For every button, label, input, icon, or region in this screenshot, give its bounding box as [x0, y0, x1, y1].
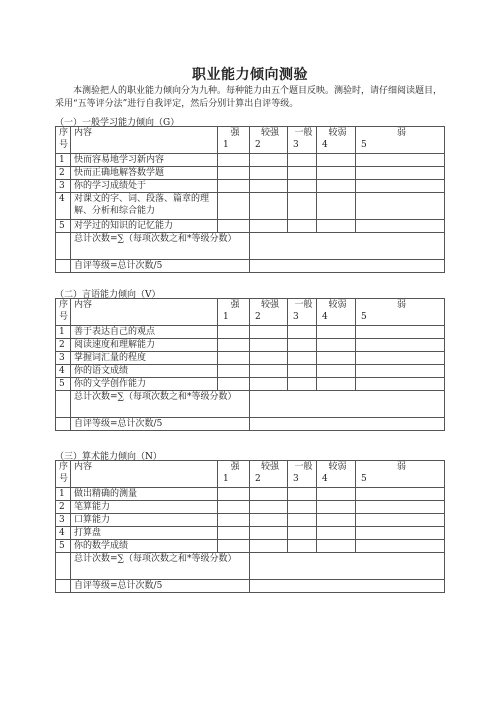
rating-formula: 自评等级=总计次数/5 — [71, 260, 250, 273]
total-row — [56, 233, 445, 260]
rating-cell[interactable] — [356, 527, 445, 540]
level-header-average: 一般 3 — [288, 127, 317, 154]
rating-cell[interactable] — [288, 167, 317, 180]
level-header-strong: 强 1 — [218, 461, 250, 488]
content-header: 内容 — [71, 299, 218, 326]
rating-cell[interactable] — [218, 154, 250, 167]
rating-row — [56, 580, 445, 593]
seq-header: 序号 — [56, 299, 71, 326]
section-heading-n: （三）算术能力倾向（N） — [55, 452, 162, 462]
level-header-weak: 弱 5 — [356, 461, 445, 488]
item-text: 你的数学成绩 — [71, 540, 218, 553]
rating-cell[interactable] — [317, 365, 356, 378]
section-heading-v: （二）言语能力倾向（V） — [55, 290, 161, 300]
rating-cell[interactable] — [317, 514, 356, 527]
item-text: 快而容易地学习新内容 — [71, 154, 218, 167]
rating-cell[interactable] — [317, 326, 356, 339]
section-table-v — [55, 298, 445, 431]
item-text: 你的学习成绩处于 — [71, 180, 218, 193]
total-row — [56, 553, 445, 580]
rating-cell[interactable] — [218, 352, 250, 365]
item-number: 1 — [56, 488, 71, 501]
rating-cell[interactable] — [250, 488, 288, 501]
total-value-cell[interactable] — [250, 233, 445, 260]
item-number: 5 — [56, 220, 71, 233]
level-header-fairly-weak: 较弱 4 — [317, 127, 356, 154]
table-row — [56, 527, 445, 540]
rating-cell[interactable] — [317, 167, 356, 180]
rating-cell[interactable] — [250, 540, 288, 553]
rating-cell[interactable] — [317, 352, 356, 365]
rating-cell[interactable] — [218, 378, 250, 391]
total-formula: 总计次数=∑（每项次数之和*等级分数） — [71, 391, 250, 418]
item-text: 做出精确的测量 — [71, 488, 218, 501]
rating-cell[interactable] — [356, 167, 445, 180]
item-text: 对学过的知识的记忆能力 — [71, 220, 218, 233]
item-number: 4 — [56, 193, 71, 220]
rating-cell[interactable] — [250, 514, 288, 527]
rating-cell[interactable] — [288, 365, 317, 378]
item-text: 快而正确地解答数学题 — [71, 167, 218, 180]
table-row — [56, 514, 445, 527]
rating-cell[interactable] — [218, 339, 250, 352]
item-text: 对课文的字、词、段落、篇章的理解、分析和综合能力 — [71, 193, 218, 220]
rating-cell[interactable] — [288, 501, 317, 514]
item-text: 口算能力 — [71, 514, 218, 527]
rating-cell[interactable] — [218, 193, 250, 220]
rating-cell[interactable] — [356, 365, 445, 378]
rating-cell[interactable] — [218, 540, 250, 553]
rating-cell[interactable] — [356, 488, 445, 501]
rating-formula: 自评等级=总计次数/5 — [71, 418, 250, 431]
rating-cell[interactable] — [288, 326, 317, 339]
rating-cell[interactable] — [356, 193, 445, 220]
table-row — [56, 540, 445, 553]
rating-cell[interactable] — [288, 378, 317, 391]
total-value-cell[interactable] — [250, 553, 445, 580]
rating-cell[interactable] — [317, 339, 356, 352]
item-number: 2 — [56, 501, 71, 514]
content-header: 内容 — [71, 127, 218, 154]
rating-cell[interactable] — [250, 193, 288, 220]
rating-value-cell[interactable] — [250, 580, 445, 593]
total-value-cell[interactable] — [250, 391, 445, 418]
rating-cell[interactable] — [218, 180, 250, 193]
table-row — [56, 352, 445, 365]
rating-cell[interactable] — [288, 193, 317, 220]
table-row — [56, 501, 445, 514]
rating-cell[interactable] — [288, 339, 317, 352]
page-title: 职业能力倾向测验 — [192, 67, 308, 83]
level-header-strong: 强 1 — [218, 127, 250, 154]
level-header-strong: 强 1 — [218, 299, 250, 326]
table-row — [56, 326, 445, 339]
seq-header: 序号 — [56, 127, 71, 154]
item-number: 4 — [56, 527, 71, 540]
rating-cell[interactable] — [288, 527, 317, 540]
rating-cell[interactable] — [218, 501, 250, 514]
rating-cell[interactable] — [317, 220, 356, 233]
level-header-fairly-weak: 较弱 4 — [317, 299, 356, 326]
table-row — [56, 365, 445, 378]
level-header-weak: 弱 5 — [356, 127, 445, 154]
rating-cell[interactable] — [250, 154, 288, 167]
rating-cell[interactable] — [218, 527, 250, 540]
seq-header: 序号 — [56, 461, 71, 488]
rating-cell[interactable] — [250, 378, 288, 391]
rating-cell[interactable] — [317, 193, 356, 220]
rating-cell[interactable] — [356, 154, 445, 167]
rating-value-cell[interactable] — [250, 260, 445, 273]
rating-cell[interactable] — [250, 365, 288, 378]
table-row — [56, 193, 445, 220]
total-row — [56, 391, 445, 418]
rating-cell[interactable] — [288, 488, 317, 501]
table-header-row — [56, 299, 445, 326]
rating-cell[interactable] — [288, 154, 317, 167]
item-number: 1 — [56, 154, 71, 167]
rating-cell[interactable] — [250, 180, 288, 193]
table-row — [56, 220, 445, 233]
table-row — [56, 154, 445, 167]
item-text: 阅读速度和理解能力 — [71, 339, 218, 352]
item-text: 你的语文成绩 — [71, 365, 218, 378]
item-text: 善于表达自己的观点 — [71, 326, 218, 339]
rating-cell[interactable] — [218, 220, 250, 233]
item-number: 4 — [56, 365, 71, 378]
rating-cell[interactable] — [317, 527, 356, 540]
intro-paragraph: 本测验把人的职业能力倾向分为九种。每种能力由五个题目反映。测验时，请仔细阅读题目，采用“五等评分法”进行自我评定，然后分别计算出自评等级。 — [55, 86, 443, 109]
rating-cell[interactable] — [317, 378, 356, 391]
rating-cell[interactable] — [288, 180, 317, 193]
item-text: 打算盘 — [71, 527, 218, 540]
rating-cell[interactable] — [356, 501, 445, 514]
level-header-fairly-strong: 较强 2 — [250, 461, 288, 488]
item-number: 2 — [56, 339, 71, 352]
rating-formula: 自评等级=总计次数/5 — [71, 580, 250, 593]
item-text: 你的文学创作能力 — [71, 378, 218, 391]
rating-cell[interactable] — [288, 514, 317, 527]
table-header-row — [56, 461, 445, 488]
item-number: 1 — [56, 326, 71, 339]
item-text: 笔算能力 — [71, 501, 218, 514]
rating-cell[interactable] — [218, 488, 250, 501]
rating-cell[interactable] — [218, 365, 250, 378]
level-header-fairly-strong: 较强 2 — [250, 127, 288, 154]
item-number: 3 — [56, 352, 71, 365]
rating-cell[interactable] — [250, 326, 288, 339]
rating-cell[interactable] — [218, 326, 250, 339]
total-formula: 总计次数=∑（每项次数之和*等级分数） — [71, 233, 250, 260]
rating-cell[interactable] — [317, 540, 356, 553]
rating-cell[interactable] — [317, 180, 356, 193]
rating-cell[interactable] — [317, 488, 356, 501]
item-number: 2 — [56, 167, 71, 180]
rating-cell[interactable] — [288, 220, 317, 233]
section-table-n — [55, 460, 445, 593]
rating-cell[interactable] — [250, 501, 288, 514]
level-header-weak: 弱 5 — [356, 299, 445, 326]
rating-row — [56, 418, 445, 431]
rating-cell[interactable] — [356, 326, 445, 339]
rating-cell[interactable] — [356, 220, 445, 233]
rating-cell[interactable] — [250, 220, 288, 233]
table-header-row — [56, 127, 445, 154]
table-row — [56, 378, 445, 391]
table-row — [56, 167, 445, 180]
rating-cell[interactable] — [218, 514, 250, 527]
level-header-fairly-weak: 较弱 4 — [317, 461, 356, 488]
total-formula: 总计次数=∑（每项次数之和*等级分数） — [71, 553, 250, 580]
rating-row — [56, 260, 445, 273]
item-number: 3 — [56, 514, 71, 527]
section-table-g — [55, 126, 445, 273]
rating-cell[interactable] — [317, 501, 356, 514]
rating-cell[interactable] — [356, 352, 445, 365]
rating-cell[interactable] — [218, 167, 250, 180]
rating-cell[interactable] — [356, 180, 445, 193]
rating-cell[interactable] — [288, 540, 317, 553]
rating-cell[interactable] — [250, 167, 288, 180]
rating-cell[interactable] — [356, 378, 445, 391]
item-number: 3 — [56, 180, 71, 193]
rating-cell[interactable] — [356, 514, 445, 527]
item-number: 5 — [56, 540, 71, 553]
item-text: 掌握词汇量的程度 — [71, 352, 218, 365]
rating-cell[interactable] — [250, 339, 288, 352]
rating-cell[interactable] — [250, 352, 288, 365]
table-row — [56, 339, 445, 352]
rating-cell[interactable] — [356, 540, 445, 553]
table-row — [56, 180, 445, 193]
level-header-average: 一般 3 — [288, 299, 317, 326]
content-header: 内容 — [71, 461, 218, 488]
rating-value-cell[interactable] — [250, 418, 445, 431]
rating-cell[interactable] — [356, 339, 445, 352]
item-number: 5 — [56, 378, 71, 391]
section-heading-g: （一）一般学习能力倾向（G） — [55, 118, 180, 128]
rating-cell[interactable] — [288, 352, 317, 365]
rating-cell[interactable] — [250, 527, 288, 540]
rating-cell[interactable] — [317, 154, 356, 167]
level-header-average: 一般 3 — [288, 461, 317, 488]
level-header-fairly-strong: 较强 2 — [250, 299, 288, 326]
table-row — [56, 488, 445, 501]
